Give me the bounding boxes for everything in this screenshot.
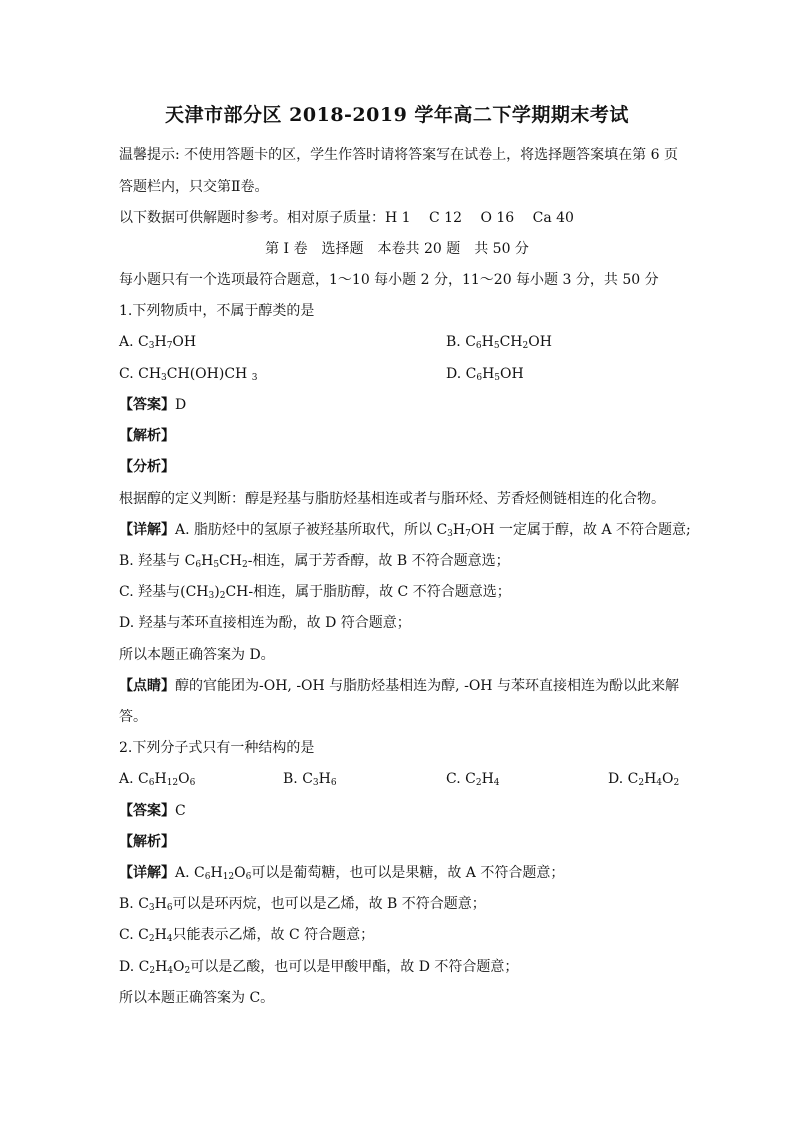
notice-line-1: 温馨提示: 不使用答题卡的区，学生作答时请将答案写在试卷上，将选择题答案填在第 6 页: [119, 147, 678, 163]
q2-option-a: A. $C_6H_{12}O_6$: [119, 771, 196, 788]
q1-conclusion: 所以本题正确答案为 D。: [119, 647, 275, 663]
q2-option-c: C. $C_2H_4$: [446, 771, 500, 788]
q1-answer: 【答案】D: [119, 397, 187, 413]
q1-option-a: A. $C_3H_7OH$: [119, 334, 197, 351]
q2-conclusion: 所以本题正确答案为 C。: [119, 990, 275, 1006]
q1-option-c: C. $CH_3CH(OH)CH$ $_3$: [119, 366, 258, 383]
q1-option-b: B. $C_6H_5CH_2OH$: [446, 334, 552, 351]
q2-detail-b: B. $C_3H_6$可以是环丙烷，也可以是乙烯，故 B 不符合题意；: [119, 896, 486, 913]
q1-dianjing-cont: 答。: [119, 709, 147, 725]
q1-detail-d: D. 羟基与苯环直接相连为酚，故 D 符合题意；: [119, 615, 411, 631]
section-heading: 第 I 卷 选择题 本卷共 20 题 共 50 分: [265, 241, 529, 257]
q2-option-d: D. $C_2H_4O_2$: [608, 771, 680, 788]
scoring-rule: 每小题只有一个选项最符合题意，1～10 每小题 2 分，11～20 每小题 3 分，共 50 分: [119, 272, 659, 288]
notice-line-2: 答题栏内，只交第Ⅱ卷。: [119, 179, 269, 195]
q2-detail-c: C. $C_2H_4$只能表示乙烯，故 C 符合题意；: [119, 927, 375, 944]
q1-analysis: 根据醇的定义判断：醇是羟基与脂肪烃基相连或者与脂环烃、芳香烃侧链相连的化合物。: [119, 491, 665, 507]
q2-answer: 【答案】C: [119, 803, 186, 819]
q2-jiexi-heading: 【解析】: [119, 834, 175, 850]
q2-detail-a: 【详解】A. $C_6H_{12}O_6$可以是葡萄糖，也可以是果糖，故 A 不符合题意；: [119, 865, 565, 882]
q1-option-d: D. $C_6H_5OH$: [446, 366, 524, 383]
exam-title: 天津市部分区 2018-2019 学年高二下学期期末考试: [165, 104, 629, 126]
q1-detail-b: B. 羟基与 $C_6H_5CH_2-$相连，属于芳香醇，故 B 不符合题意选；: [119, 553, 510, 570]
q2-detail-d: D. $C_2H_4O_2$可以是乙酸，也可以是甲酸甲酯，故 D 不符合题意；: [119, 959, 519, 976]
q1-detail-a: 【详解】A. 脂肪烃中的氢原子被羟基所取代，所以 $C_3H_7OH$ 一定属于醇，故 A 不符合题意;: [119, 522, 691, 539]
q1-fenxi-heading: 【分析】: [119, 459, 175, 475]
q1-dianjing: 【点睛】醇的官能团为-OH, -OH 与脂肪烃基相连为醇, -OH 与苯环直接相连为酚以此来解: [119, 678, 679, 694]
reference-data-line: 以下数据可供解题时参考。相对原子质量：H 1 C 12 O 16 Ca 40: [119, 210, 574, 226]
q1-jiexi-heading: 【解析】: [119, 428, 175, 444]
q2-option-b: B. $C_3H_6$: [283, 771, 337, 788]
q1-stem: 1.下列物质中，不属于醇类的是: [119, 303, 315, 319]
q2-stem: 2.下列分子式只有一种结构的是: [119, 740, 315, 756]
q1-detail-c: C. 羟基与$(CH_3)_2CH-$相连，属于脂肪醇，故 C 不符合题意选；: [119, 584, 511, 601]
